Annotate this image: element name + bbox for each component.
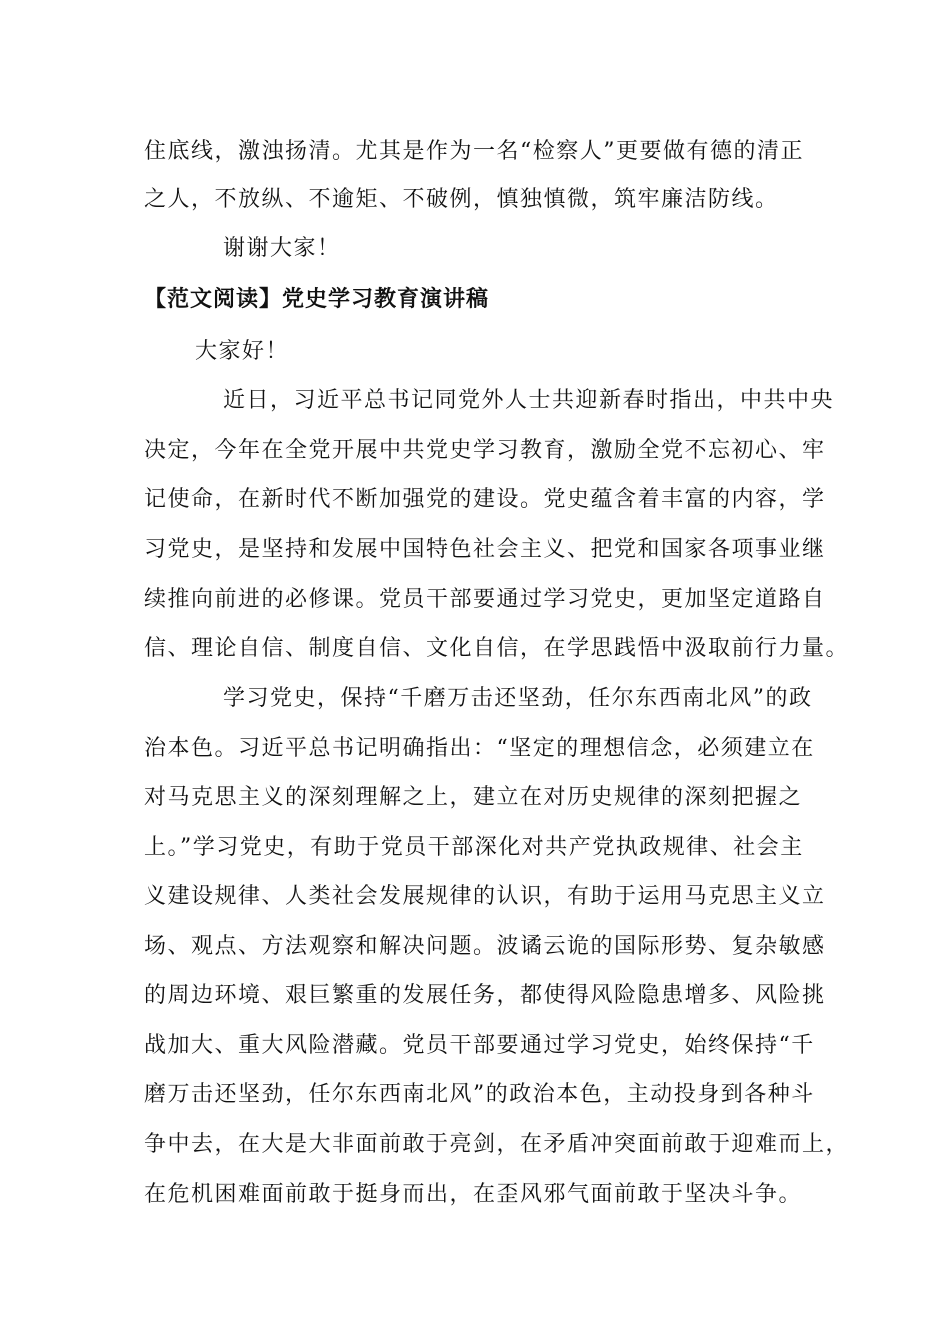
paragraph-line: 义建设规律、人类社会发展规律的认识，有助于运用马克思主义立 <box>144 884 826 909</box>
paragraph-line: 治本色。习近平总书记明确指出：“坚定的理想信念，必须建立在 <box>144 736 815 761</box>
paragraph-line: 的周边环境、艰巨繁重的发展任务，都使得风险隐患增多、风险挑 <box>144 983 826 1008</box>
closing-thanks: 谢谢大家！ <box>223 236 341 261</box>
greeting: 大家好！ <box>195 339 290 364</box>
paragraph-line: 学习党史，保持“千磨万击还坚劲，任尔东西南北风”的政 <box>223 686 813 711</box>
paragraph-line: 争中去，在大是大非面前敢于亮剑，在矛盾冲突面前敢于迎难而上， <box>144 1132 850 1157</box>
paragraph-line: 住底线，激浊扬清。尤其是作为一名“检察人”更要做有德的清正 <box>144 139 804 164</box>
paragraph-line: 记使命，在新时代不断加强党的建设。党史蕴含着丰富的内容，学 <box>144 487 826 512</box>
paragraph-line: 在危机困难面前敢于挺身而出，在歪风邪气面前敢于坚决斗争。 <box>144 1182 803 1207</box>
paragraph-line: 战加大、重大风险潜藏。党员干部要通过学习党史，始终保持“千 <box>144 1033 815 1058</box>
paragraph-line: 决定，今年在全党开展中共党史学习教育，激励全党不忘初心、牢 <box>144 438 826 463</box>
paragraph-line: 之人，不放纵、不逾矩、不破例，慎独慎微，筑牢廉洁防线。 <box>144 187 779 212</box>
paragraph-line: 信、理论自信、制度自信、文化自信，在学思践悟中汲取前行力量。 <box>144 636 850 661</box>
paragraph-line: 场、观点、方法观察和解决问题。波谲云诡的国际形势、复杂敏感 <box>144 934 826 959</box>
paragraph-line: 近日，习近平总书记同党外人士共迎新春时指出，中共中央 <box>223 388 835 413</box>
paragraph-line: 对马克思主义的深刻理解之上，建立在对历史规律的深刻把握之 <box>144 785 803 810</box>
section-title: 【范文阅读】党史学习教育演讲稿 <box>144 287 490 312</box>
paragraph-line: 习党史，是坚持和发展中国特色社会主义、把党和国家各项事业继 <box>144 537 826 562</box>
paragraph-line: 上。”学习党史，有助于党员干部深化对共产党执政规律、社会主 <box>144 835 804 860</box>
paragraph-line: 磨万击还坚劲，任尔东西南北风”的政治本色，主动投身到各种斗 <box>144 1082 815 1107</box>
paragraph-line: 续推向前进的必修课。党员干部要通过学习党史，更加坚定道路自 <box>144 587 826 612</box>
